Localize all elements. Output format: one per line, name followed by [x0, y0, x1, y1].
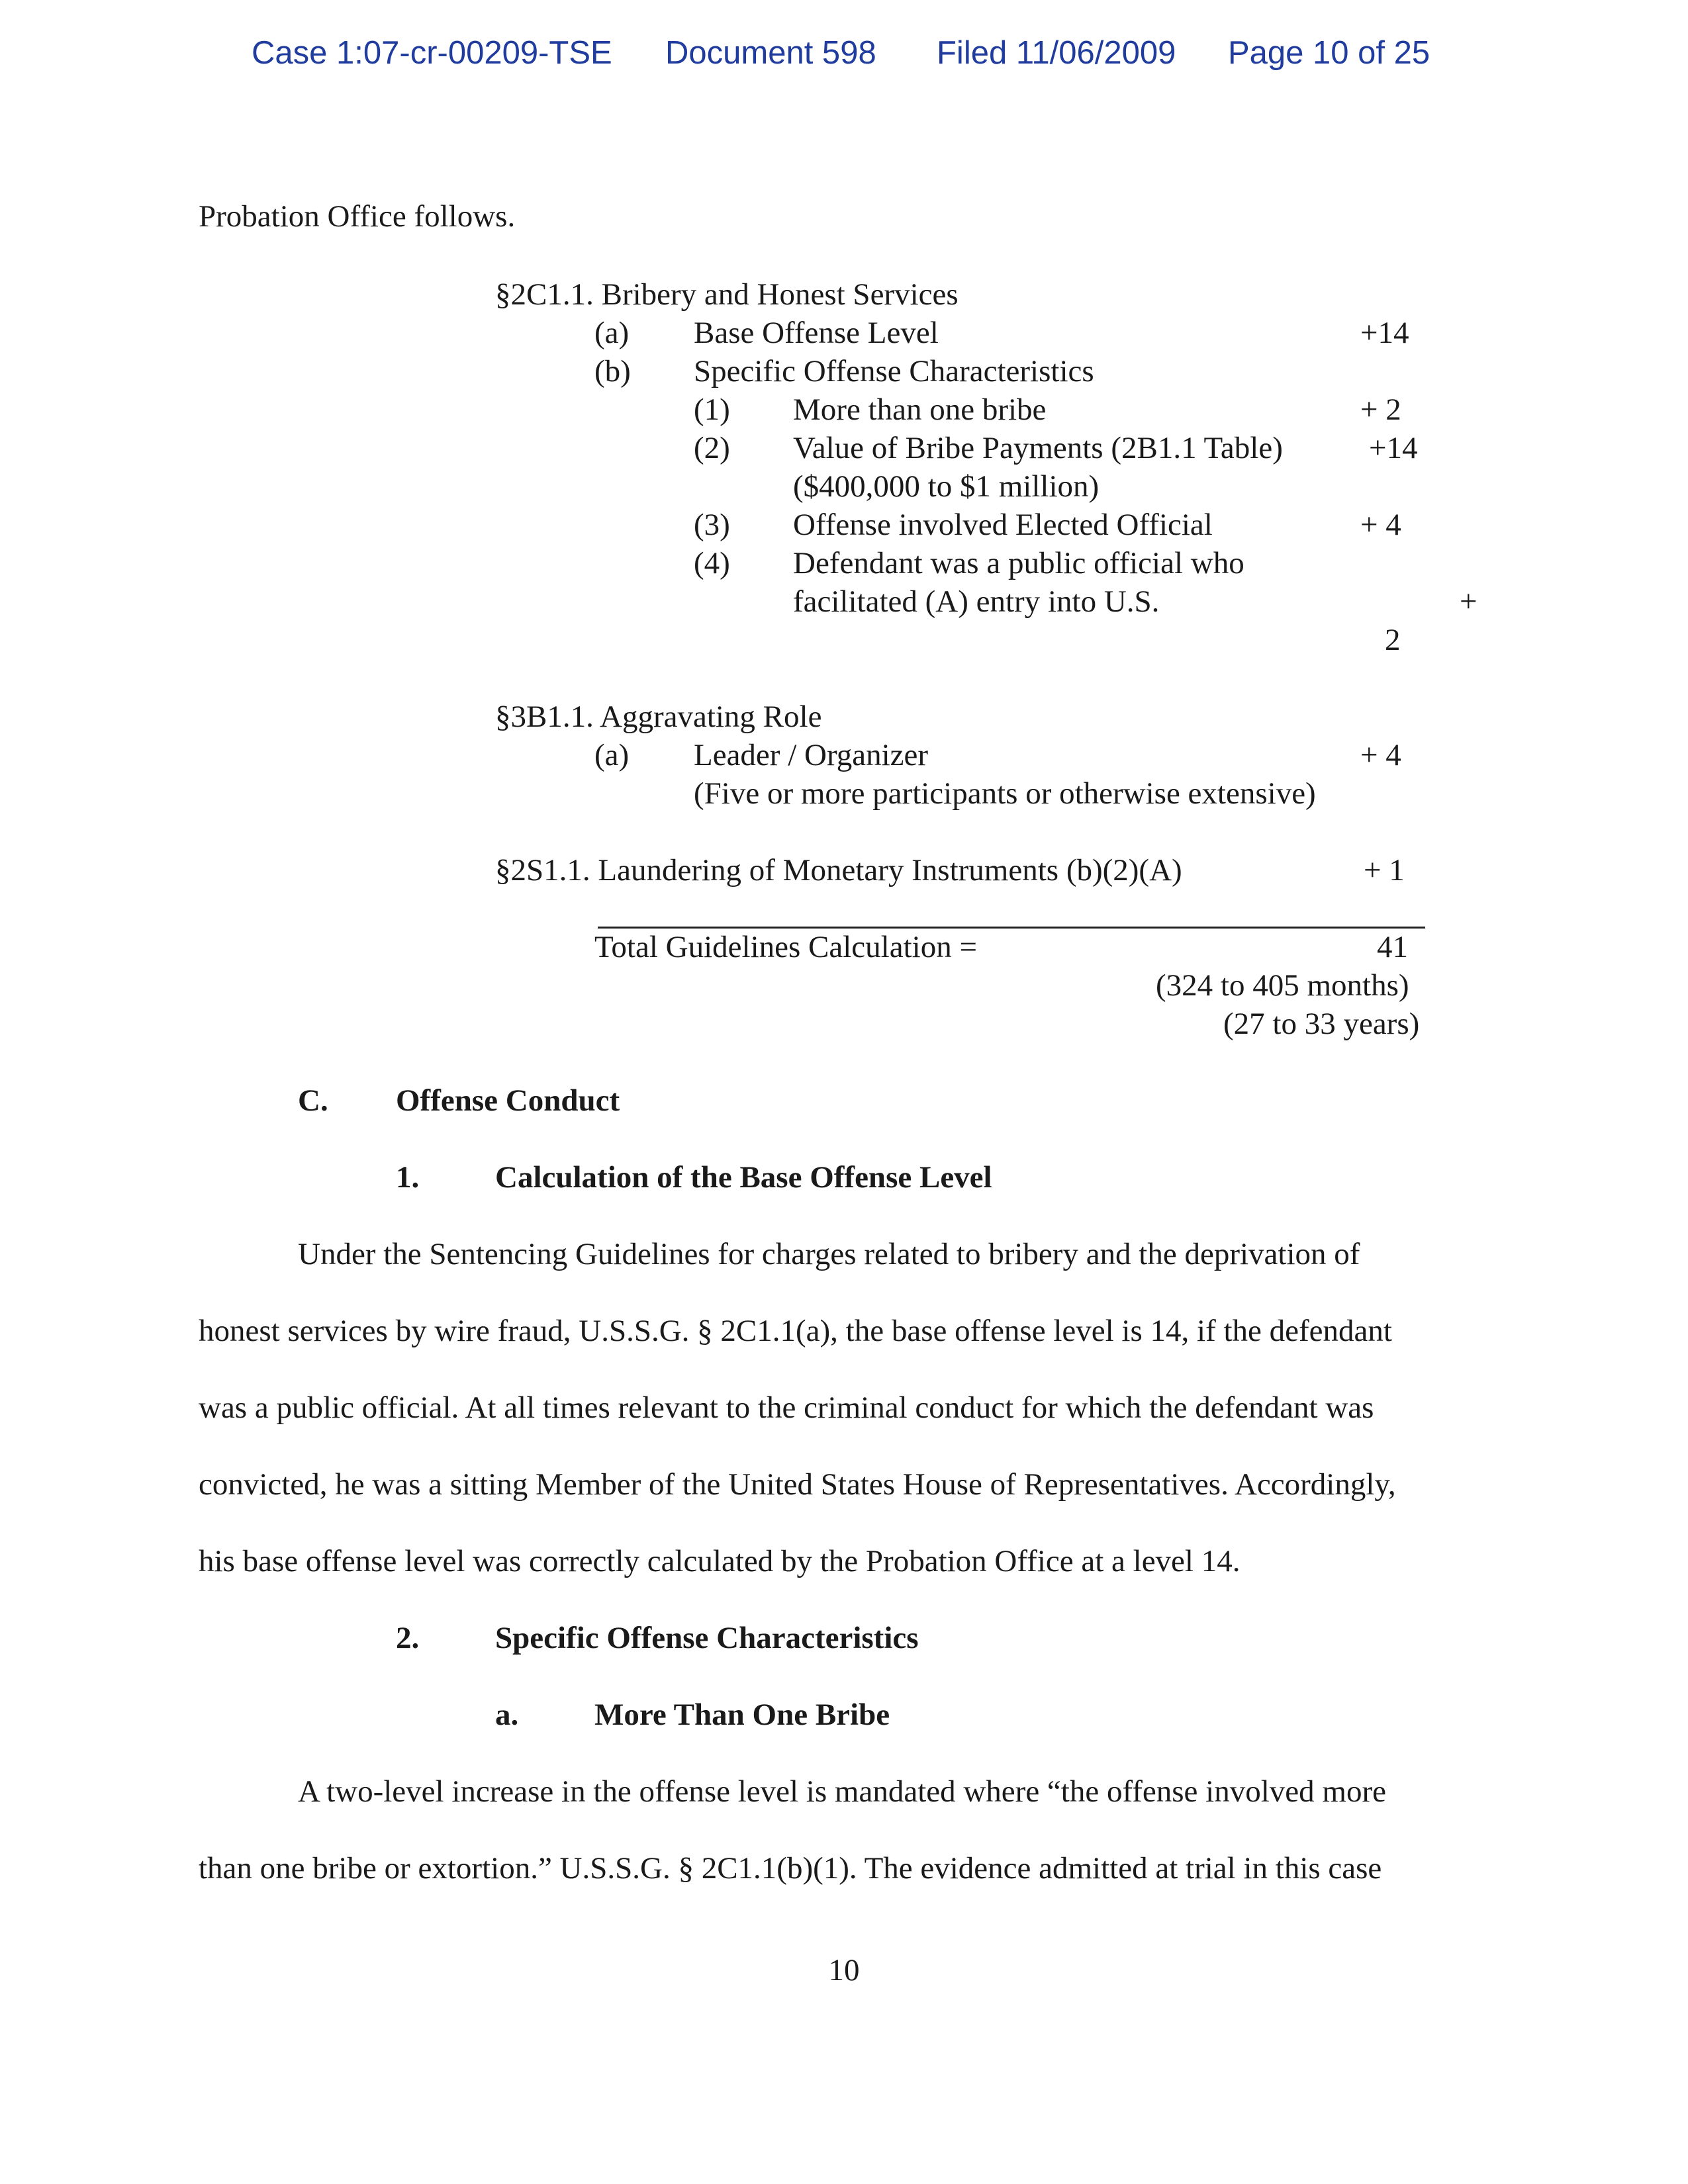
- section-1-number: 1.: [396, 1160, 420, 1195]
- section-a-letter: a.: [495, 1698, 519, 1732]
- item-b2-text: Value of Bribe Payments (2B1.1 Table): [793, 431, 1283, 465]
- item-b4-text: Defendant was a public official who: [793, 546, 1244, 580]
- total-label: Total Guidelines Calculation =: [594, 930, 977, 964]
- item-b4-text-continued: facilitated (A) entry into U.S.: [793, 584, 1160, 619]
- paragraph-line: was a public official. At all times relevant to the criminal conduct for which the defendant was: [199, 1390, 1374, 1425]
- paragraph-line: convicted, he was a sitting Member of the United States House of Representatives. Accordingly,: [199, 1467, 1396, 1502]
- paragraph-line: Under the Sentencing Guidelines for charges related to bribery and the deprivation of: [298, 1237, 1360, 1271]
- role-a-label: (a): [594, 738, 630, 772]
- role-a-note: (Five or more participants or otherwise extensive): [694, 776, 1316, 811]
- total-months: (324 to 405 months): [1156, 968, 1409, 1003]
- section-2-heading: Specific Offense Characteristics: [495, 1621, 919, 1655]
- role-a-value: + 4: [1360, 738, 1401, 772]
- section-a-heading: More Than One Bribe: [594, 1698, 890, 1732]
- item-b1-value: + 2: [1360, 392, 1401, 427]
- total-years: (27 to 33 years): [1223, 1007, 1420, 1041]
- item-a-text: Base Offense Level: [694, 316, 939, 350]
- page-number: 10: [828, 1953, 860, 1987]
- section-1-heading: Calculation of the Base Offense Level: [495, 1160, 992, 1195]
- role-a-text: Leader / Organizer: [694, 738, 929, 772]
- header-page-count: Page 10 of 25: [1228, 35, 1430, 71]
- item-b1-label: (1): [694, 392, 730, 427]
- item-a-label: (a): [594, 316, 630, 350]
- item-b2-label: (2): [694, 431, 730, 465]
- item-b1-text: More than one bribe: [793, 392, 1047, 427]
- paragraph-line: than one bribe or extortion.” U.S.S.G. § 2C1.1(b)(1). The evidence admitted at trial in this case: [199, 1851, 1382, 1886]
- section-2-number: 2.: [396, 1621, 420, 1655]
- item-a-value: +14: [1360, 316, 1409, 350]
- item-b3-value: + 4: [1360, 508, 1401, 542]
- item-b-label: (b): [594, 354, 631, 388]
- item-b4-value: 2: [1385, 623, 1401, 657]
- filing-header: [0, 34, 1688, 81]
- intro-text: Probation Office follows.: [199, 199, 516, 234]
- item-b2-range: ($400,000 to $1 million): [793, 469, 1100, 504]
- section-c-letter: C.: [298, 1083, 328, 1118]
- total-value: 41: [1377, 930, 1408, 964]
- paragraph-line: A two-level increase in the offense level is mandated where “the offense involved more: [298, 1774, 1386, 1809]
- item-b-text: Specific Offense Characteristics: [694, 354, 1094, 388]
- total-divider-line: [598, 927, 1425, 929]
- header-filed-date: Filed 11/06/2009: [937, 35, 1176, 71]
- paragraph-line: honest services by wire fraud, U.S.S.G. § 2C1.1(a), the base offense level is 14, if the defendant: [199, 1314, 1392, 1348]
- header-document-number: Document 598: [665, 35, 876, 71]
- item-b3-label: (3): [694, 508, 730, 542]
- guideline-2s1-1-title: §2S1.1. Laundering of Monetary Instruments (b)(2)(A): [495, 853, 1182, 887]
- guideline-3b1-1-title: §3B1.1. Aggravating Role: [495, 700, 822, 734]
- paragraph-line: his base offense level was correctly calculated by the Probation Office at a level 14.: [199, 1544, 1241, 1578]
- item-b4-plus-sign: +: [1460, 584, 1477, 619]
- item-b4-label: (4): [694, 546, 730, 580]
- section-c-heading: Offense Conduct: [396, 1083, 620, 1118]
- item-b2-value: +14: [1369, 431, 1418, 465]
- item-b3-text: Offense involved Elected Official: [793, 508, 1213, 542]
- guideline-2c1-1-title: §2C1.1. Bribery and Honest Services: [495, 277, 959, 312]
- guideline-2s1-1-value: + 1: [1364, 853, 1405, 887]
- header-case-number: Case 1:07-cr-00209-TSE: [252, 35, 612, 71]
